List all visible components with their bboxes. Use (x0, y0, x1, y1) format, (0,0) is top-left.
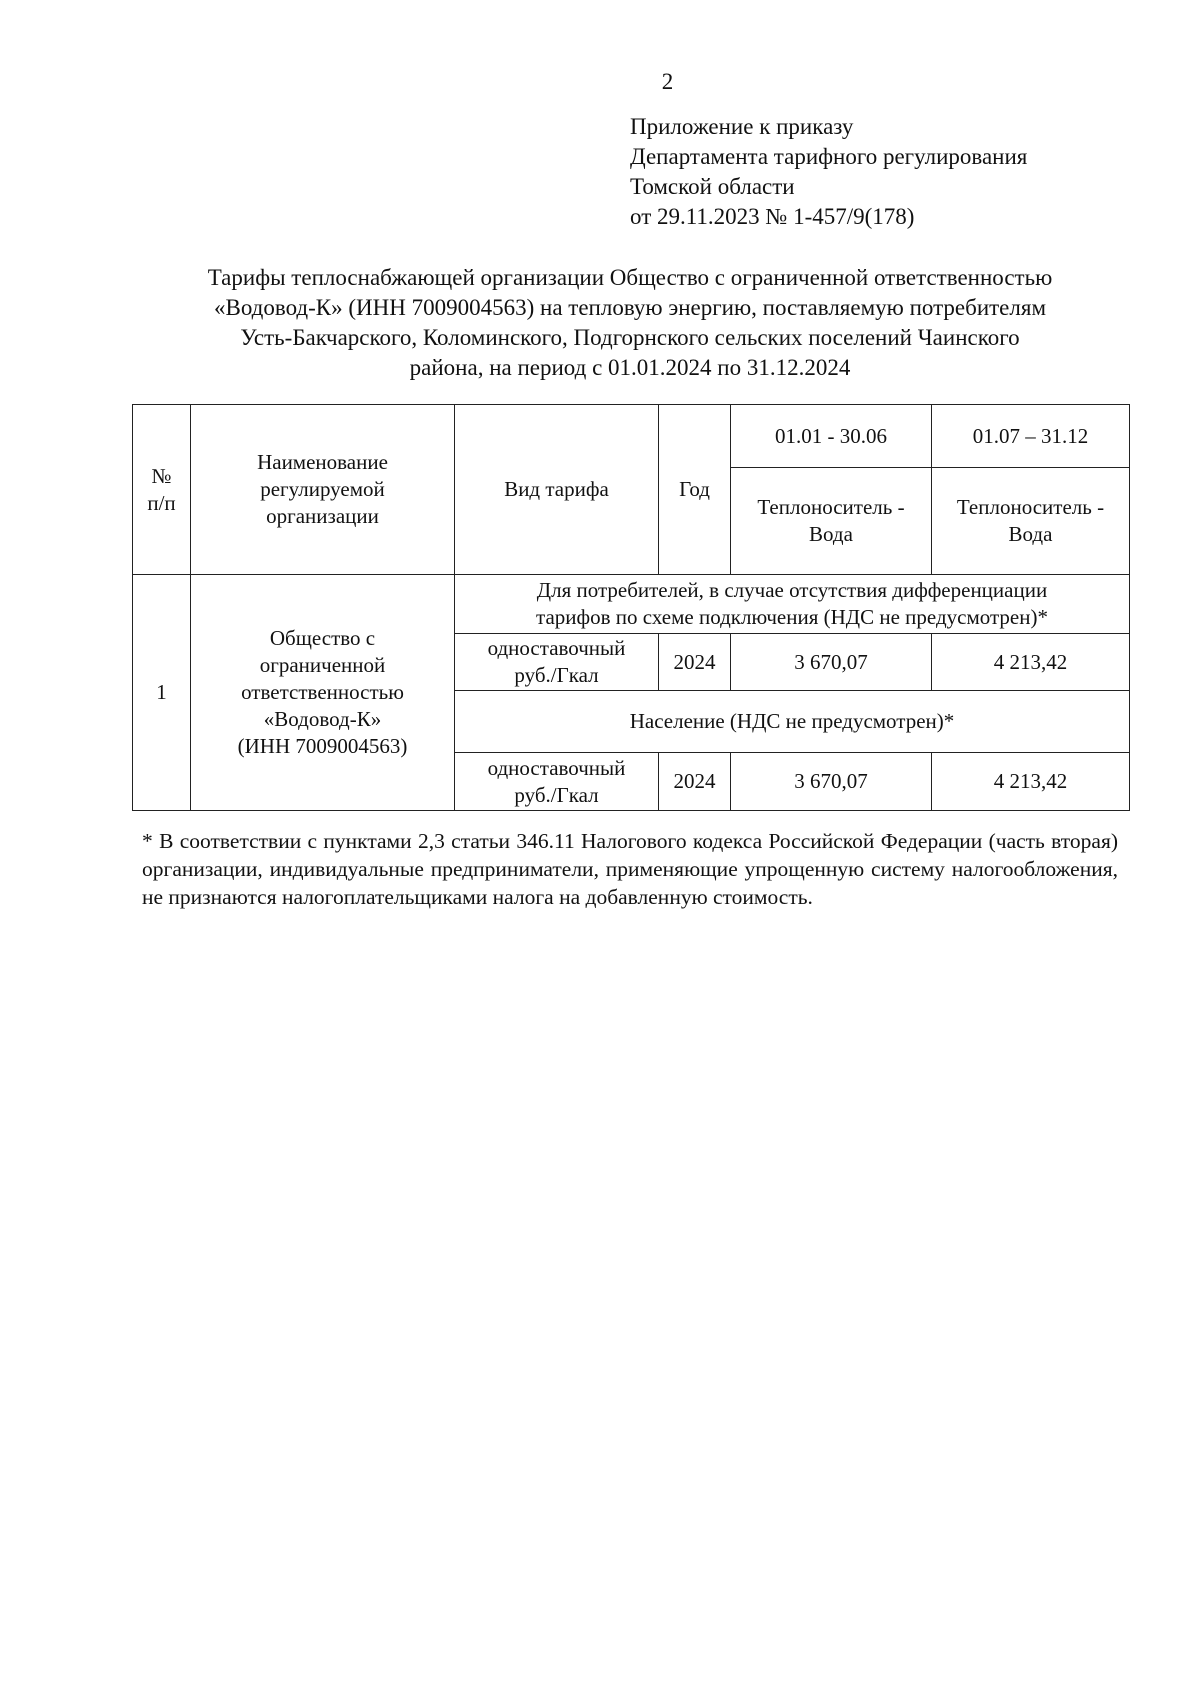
tariff-type-line: руб./Гкал (514, 782, 599, 807)
carrier-line: Теплоноситель - (757, 495, 905, 519)
title-line: «Водовод-К» (ИНН 7009004563) на тепловую энергию, поставляемую потребителям (213, 295, 1047, 320)
header-organization-line: организации (266, 504, 379, 528)
organization-line: «Водовод-К» (263, 707, 382, 731)
footnote: * В соответствии с пунктами 2,3 статьи 346.11 Налогового кодекса Российской Федерации (часть вторая) организации, индивидуальные предприниматели, применяющие упрощенную систему налогообложения, не признаются налогоплательщиками налога на добавленную стоимость. (142, 829, 1118, 909)
carrier-line: Вода (809, 522, 853, 546)
tariff-value-cell: 4 213,42 (932, 634, 1130, 691)
title-line: Тарифы теплоснабжающей организации Общество с ограниченной ответственностью (207, 265, 1053, 290)
tariff-value-cell: 3 670,07 (731, 634, 932, 691)
group-heading-line: тарифов по схеме подключения (НДС не предусмотрен)* (536, 605, 1048, 629)
header-organization-line: Наименование (257, 450, 388, 474)
appendix-line: Департамента тарифного регулирования (630, 144, 1028, 169)
title-line: Усть-Бакчарского, Коломинского, Подгорнского сельских поселений Чаинского (240, 325, 1020, 350)
appendix-line: Приложение к приказу (630, 114, 854, 139)
header-year-cell: Год (659, 405, 731, 575)
organization-line: (ИНН 7009004563) (237, 734, 408, 758)
appendix-line: от 29.11.2023 № 1-457/9(178) (630, 204, 915, 229)
tariff-value-cell: 4 213,42 (932, 753, 1130, 811)
carrier-line: Теплоноситель - (956, 495, 1105, 519)
header-tariff-type-cell: Вид тарифа (455, 405, 659, 575)
tariff-type-line: руб./Гкал (514, 663, 599, 687)
tariff-type-line: одноставочный (487, 636, 626, 660)
organization-line: Общество с (269, 626, 376, 650)
year-cell: 2024 (659, 634, 731, 691)
header-number-cell (133, 405, 191, 575)
tariff-type-line: одноставочный (487, 755, 626, 780)
organization-name-cell (191, 575, 455, 811)
header-carrier-2 (932, 468, 1130, 575)
carrier-line: Вода (1008, 522, 1053, 546)
title-line: района, на период с 01.01.2024 по 31.12.2024 (409, 355, 851, 380)
organization-line: ответственностью (241, 680, 404, 704)
group-heading-cell (455, 575, 1130, 634)
tariff-value-cell: 3 670,07 (731, 753, 932, 811)
header-organization-cell (191, 405, 455, 575)
appendix-block (630, 112, 1027, 232)
page-number: 2 (661, 69, 674, 94)
group-heading-cell: Население (НДС не предусмотрен)* (455, 691, 1130, 753)
header-number-line: № (151, 463, 172, 488)
row-number-cell: 1 (133, 575, 191, 811)
tariff-type-cell (455, 634, 659, 691)
appendix-line: Томской области (630, 174, 795, 199)
organization-line: ограниченной (259, 653, 386, 677)
document-title (140, 263, 1120, 383)
header-period-2: 01.07 – 31.12 (932, 405, 1130, 468)
year-cell: 2024 (659, 753, 731, 811)
tariff-table (132, 404, 1130, 811)
header-carrier-1 (731, 468, 932, 575)
table-header-row (133, 405, 1130, 468)
table-row (133, 575, 1130, 634)
header-period-1: 01.01 - 30.06 (731, 405, 932, 468)
header-organization-line: регулируемой (260, 477, 385, 501)
group-heading-line: Для потребителей, в случае отсутствия дифференциации (536, 578, 1048, 602)
tariff-type-cell (455, 753, 659, 811)
header-number-line: п/п (147, 490, 176, 515)
